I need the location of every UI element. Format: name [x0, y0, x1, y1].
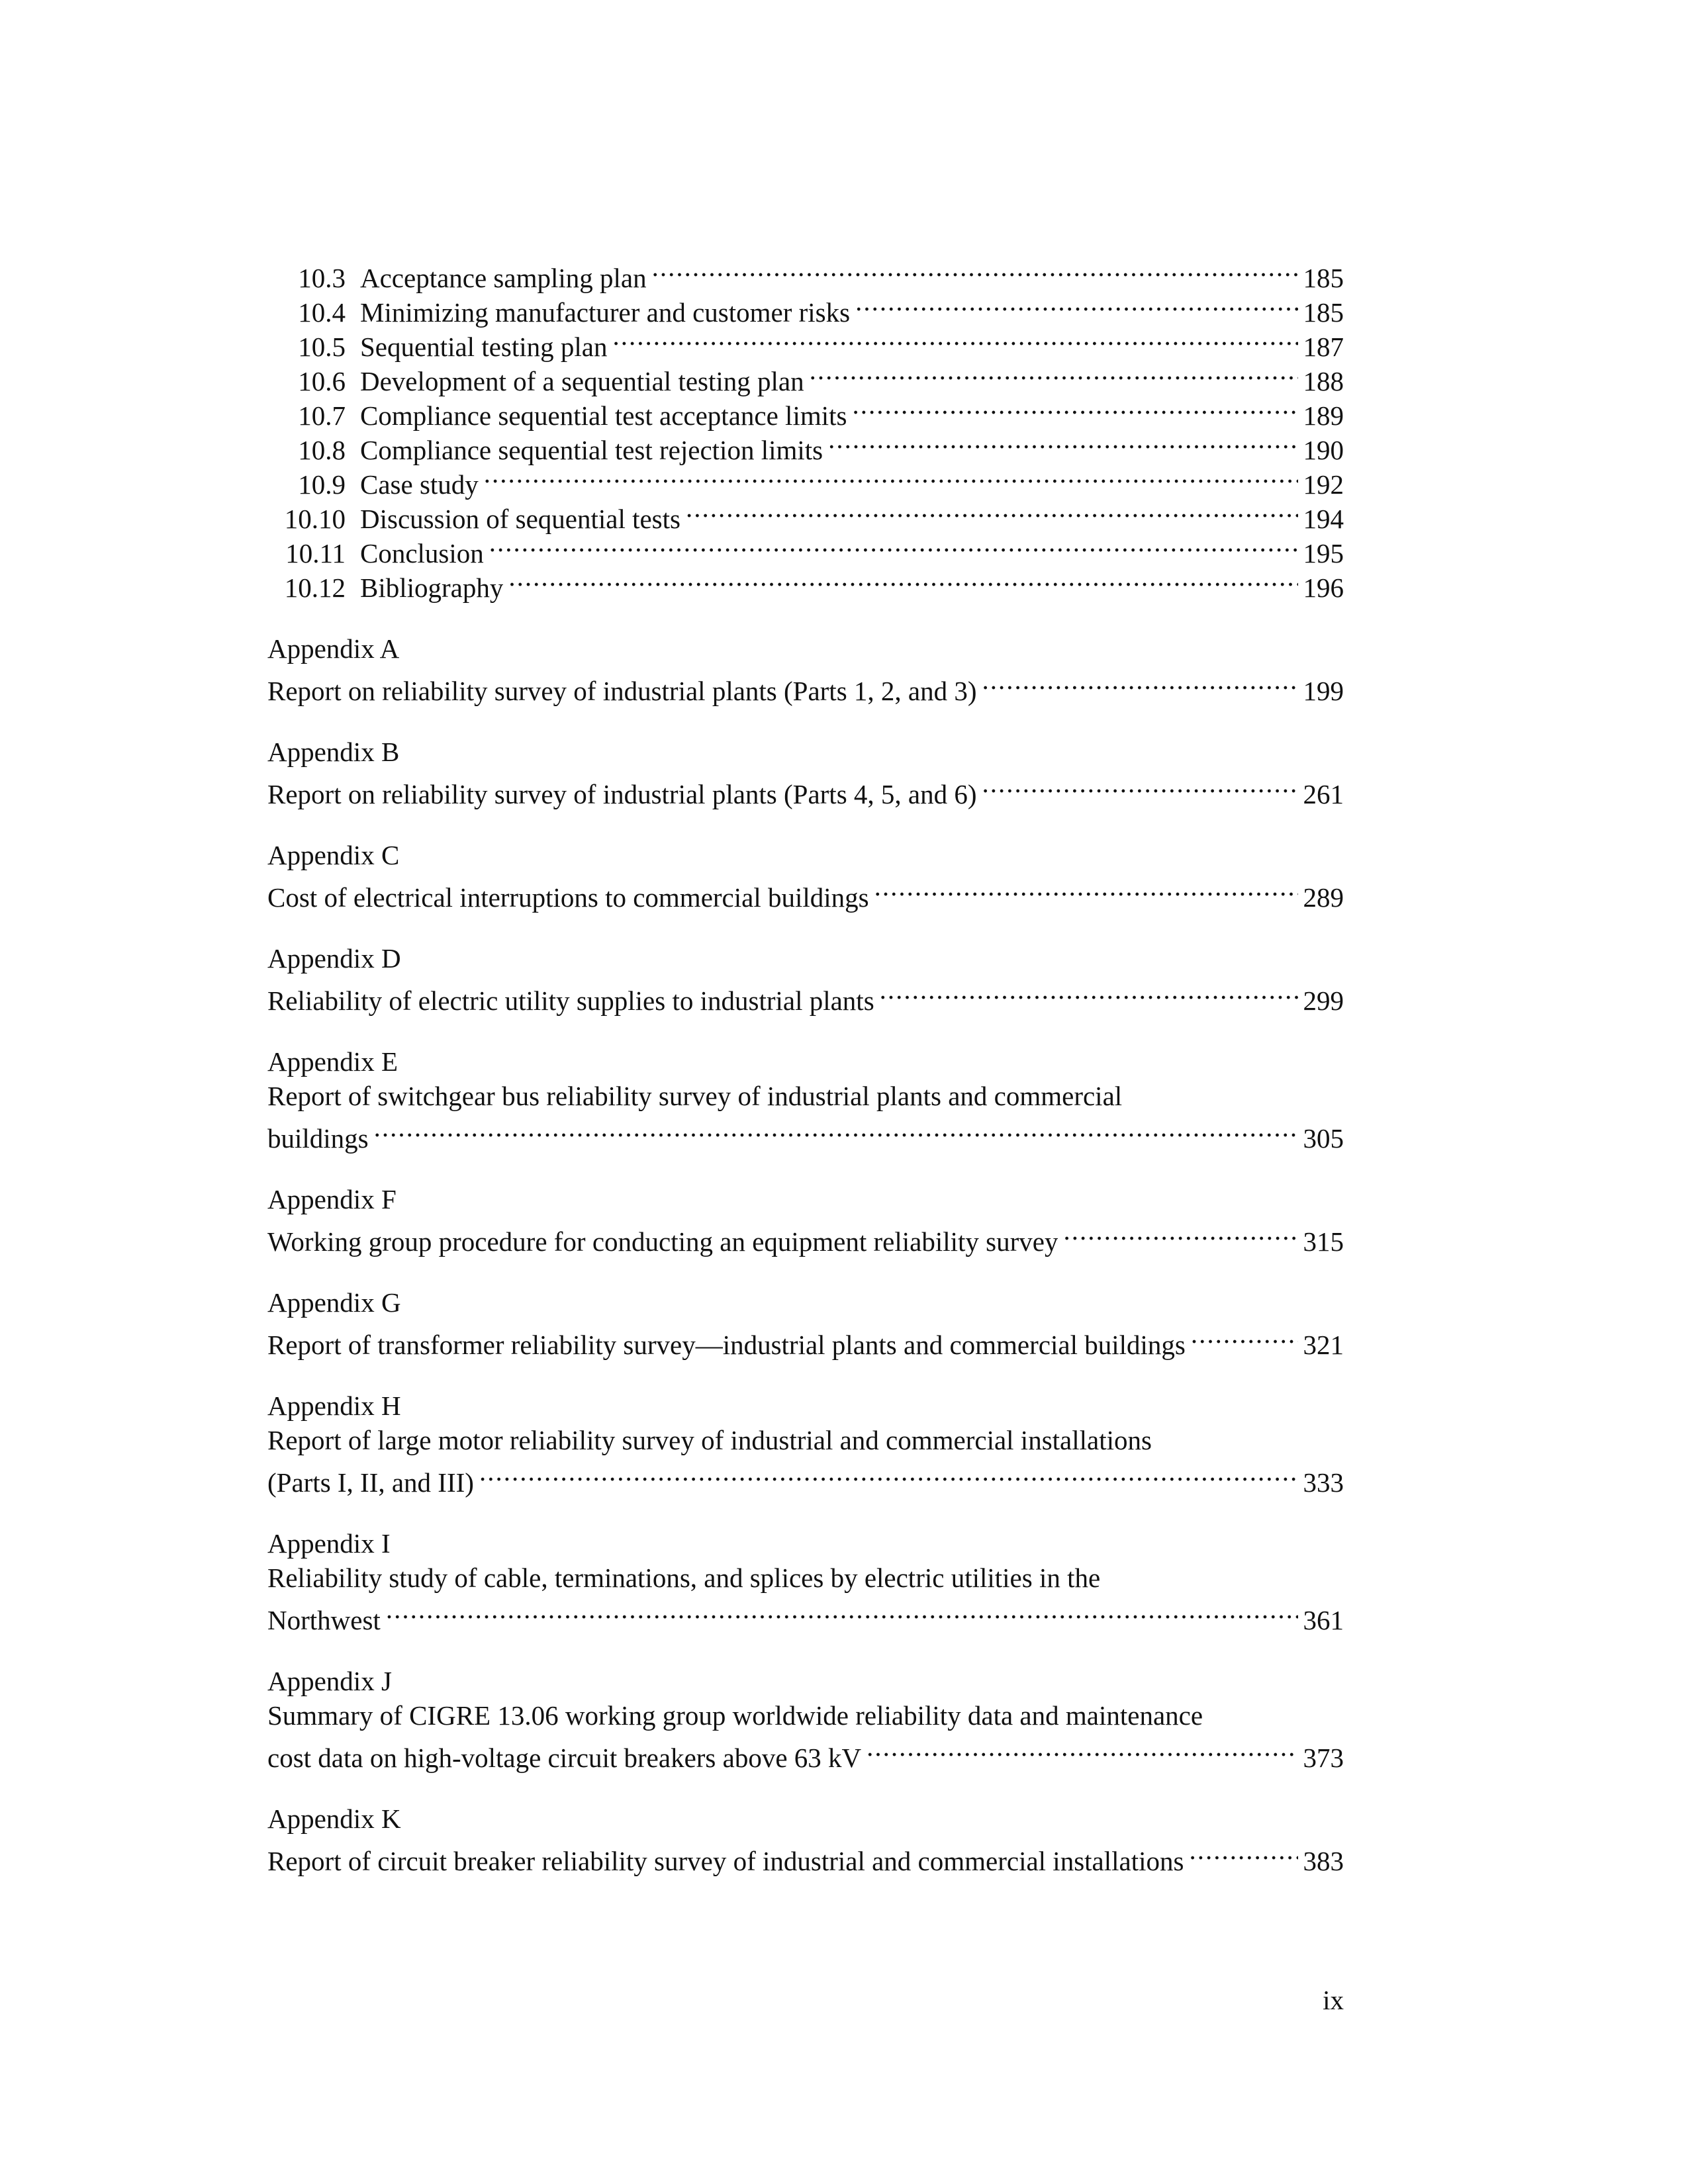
section-title: Conclusion [360, 538, 484, 569]
appendix-title-line: Report of large motor reliability survey of industrial and commercial installations [267, 1425, 1152, 1455]
dot-leader [1191, 1320, 1298, 1354]
dot-leader [374, 1113, 1298, 1148]
appendix-heading: Appendix B [267, 737, 400, 767]
dot-leader [479, 1457, 1298, 1492]
page-ref: 196 [1303, 572, 1344, 603]
appendix-title: Report of circuit breaker reliability survey of industrial and commercial installations [267, 1846, 1184, 1876]
appendix-heading: Appendix E [267, 1046, 398, 1077]
appendix-title: Report of transformer reliability survey—industrial plants and commercial buildings [267, 1330, 1186, 1360]
dot-leader [982, 666, 1298, 700]
appendix-k [267, 1801, 1344, 1876]
appendix-heading: Appendix K [267, 1803, 401, 1834]
appendix-g [267, 1285, 1344, 1360]
page-ref: 185 [1303, 297, 1344, 328]
appendix-heading: Appendix F [267, 1184, 397, 1214]
section-number: 10.8 [298, 435, 346, 465]
appendix-heading: Appendix A [267, 633, 400, 664]
appendix-c [267, 838, 1344, 913]
section-title: Case study [360, 469, 479, 500]
page-ref: 333 [1303, 1467, 1344, 1498]
section-title: Sequential testing plan [360, 332, 608, 362]
section-number: 10.11 [285, 538, 346, 569]
dot-leader [810, 356, 1298, 390]
appendix-entry[interactable] [267, 976, 1344, 1016]
appendix-heading: Appendix C [267, 840, 400, 870]
section-title: Compliance sequential test rejection limits [360, 435, 823, 465]
section-title: Development of a sequential testing plan [360, 366, 804, 396]
appendix-heading: Appendix J [267, 1666, 392, 1696]
table-of-contents [267, 253, 1344, 1905]
dot-leader [1063, 1216, 1297, 1251]
page-ref: 261 [1303, 779, 1344, 809]
section-number: 10.9 [298, 469, 346, 500]
appendix-title: Northwest [267, 1605, 381, 1635]
dot-leader [855, 287, 1297, 322]
section-number: 10.12 [284, 572, 346, 603]
section-title: Compliance sequential test acceptance limits [360, 400, 847, 431]
appendix-heading: Appendix G [267, 1287, 401, 1318]
page-ref: 373 [1303, 1743, 1344, 1773]
section-title: Acceptance sampling plan [360, 263, 647, 293]
appendix-entry[interactable] [267, 1457, 1344, 1498]
appendix-title-line: Report of switchgear bus reliability survey of industrial plants and commercial [267, 1081, 1123, 1111]
section-number: 10.5 [298, 332, 346, 362]
page-number: ix [1323, 1985, 1344, 2015]
page-ref: 321 [1303, 1330, 1344, 1360]
appendix-entry[interactable] [267, 666, 1344, 706]
dot-leader [386, 1595, 1298, 1629]
toc-entry-10-3[interactable] [267, 253, 1344, 293]
appendix-entry[interactable] [267, 1836, 1344, 1876]
appendix-title-line: Summary of CIGRE 13.06 working group worldwide reliability data and maintenance [267, 1700, 1203, 1731]
page-ref: 299 [1303, 985, 1344, 1016]
page-ref: 199 [1303, 676, 1344, 706]
appendix-b [267, 735, 1344, 809]
appendix-title: Report on reliability survey of industrial plants (Parts 4, 5, and 6) [267, 779, 977, 809]
section-list [267, 253, 1344, 603]
section-title: Bibliography [360, 572, 504, 603]
page-ref: 195 [1303, 538, 1344, 569]
dot-leader [612, 322, 1297, 356]
appendix-title: Reliability of electric utility supplies to industrial plants [267, 985, 874, 1016]
page-ref: 192 [1303, 469, 1344, 500]
section-number: 10.7 [298, 400, 346, 431]
dot-leader [982, 769, 1298, 803]
page-ref: 305 [1303, 1123, 1344, 1154]
page-ref: 383 [1303, 1846, 1344, 1876]
appendix-entry[interactable] [267, 769, 1344, 809]
section-title: Minimizing manufacturer and customer risks [360, 297, 851, 328]
appendix-a [267, 631, 1344, 706]
appendix-entry[interactable] [267, 1216, 1344, 1257]
page-ref: 289 [1303, 882, 1344, 913]
appendix-e [267, 1044, 1344, 1154]
appendix-title: cost data on high-voltage circuit breakers above 63 kV [267, 1743, 862, 1773]
dot-leader [484, 459, 1298, 494]
appendix-h [267, 1388, 1344, 1498]
appendix-title: Report on reliability survey of industrial plants (Parts 1, 2, and 3) [267, 676, 977, 706]
dot-leader [852, 390, 1297, 425]
appendix-entry[interactable] [267, 1113, 1344, 1154]
appendix-entry[interactable] [267, 1320, 1344, 1360]
dot-leader [489, 528, 1298, 563]
dot-leader [1189, 1836, 1297, 1870]
dot-leader [867, 1733, 1297, 1767]
appendix-f [267, 1182, 1344, 1257]
section-number: 10.10 [284, 504, 346, 534]
appendix-title-line: Reliability study of cable, terminations, and splices by electric utilities in the [267, 1563, 1101, 1593]
page-ref: 361 [1303, 1605, 1344, 1635]
page-ref: 190 [1303, 435, 1344, 465]
page-ref: 194 [1303, 504, 1344, 534]
section-number: 10.6 [298, 366, 346, 396]
appendix-title: (Parts I, II, and III) [267, 1467, 474, 1498]
appendix-heading: Appendix D [267, 943, 401, 974]
appendix-i [267, 1526, 1344, 1635]
appendix-title: Cost of electrical interruptions to commercial buildings [267, 882, 869, 913]
appendix-heading: Appendix H [267, 1390, 401, 1421]
appendix-heading: Appendix I [267, 1528, 391, 1559]
section-title: Discussion of sequential tests [360, 504, 680, 534]
appendix-title: buildings [267, 1123, 369, 1154]
page-ref: 187 [1303, 332, 1344, 362]
dot-leader [880, 976, 1298, 1010]
appendix-entry[interactable] [267, 872, 1344, 913]
page-ref: 185 [1303, 263, 1344, 293]
dot-leader [828, 425, 1297, 459]
appendix-entry[interactable] [267, 1733, 1344, 1773]
appendix-d [267, 941, 1344, 1016]
page-ref: 315 [1303, 1226, 1344, 1257]
page-ref: 189 [1303, 400, 1344, 431]
appendix-title: Working group procedure for conducting an equipment reliability survey [267, 1226, 1058, 1257]
dot-leader [686, 494, 1298, 528]
section-number: 10.3 [298, 263, 346, 293]
appendix-entry[interactable] [267, 1595, 1344, 1635]
appendix-j [267, 1664, 1344, 1773]
section-number: 10.4 [298, 297, 346, 328]
dot-leader [508, 563, 1297, 597]
dot-leader [874, 872, 1298, 907]
dot-leader [652, 253, 1298, 287]
page-ref: 188 [1303, 366, 1344, 396]
